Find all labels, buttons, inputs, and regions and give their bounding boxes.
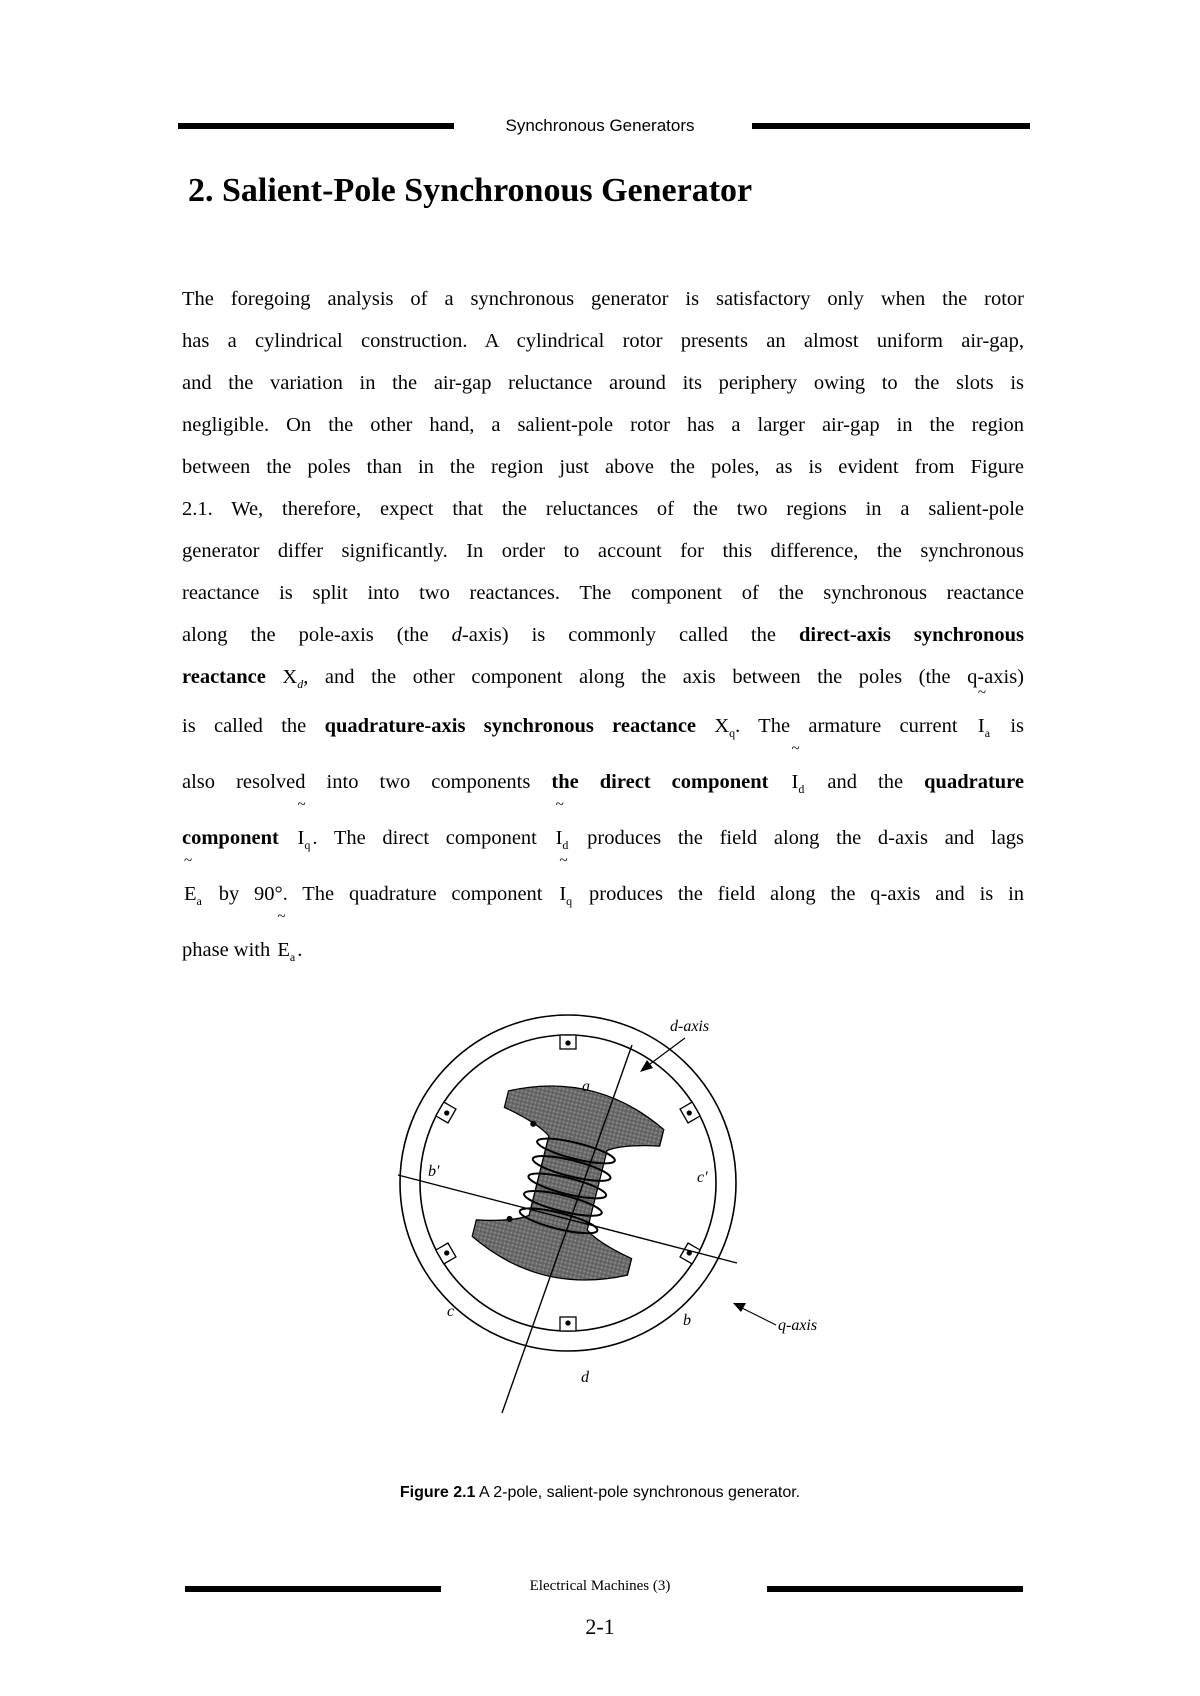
body-line: phase with ~ $E_a$. (182, 922, 1024, 978)
phasor-ea: ~ $E_a$ (277, 909, 296, 965)
phasor-ia: ~ $I_a$ (977, 685, 991, 741)
q-axis-arrowhead (733, 1303, 746, 1312)
term-direct-axis: direct-axis synchronous (798, 624, 1024, 646)
body-line: and the variation in the air-gap reluctance around its periphery owing to the slots is (182, 372, 1024, 394)
body-line: ~ $E_a$ by 90°. The quadrature component ~ $I_q$ produces the field along the q-axis and is in (182, 866, 1024, 922)
d-axis-leader (646, 1038, 685, 1067)
figure-caption (0, 1484, 1200, 1502)
generator-figure (380, 1005, 840, 1425)
caption-text: A 2-pole, salient-pole synchronous generator. (475, 1484, 801, 1501)
salient-pole-rotor (467, 1071, 668, 1294)
body-line: reactance $X_d$, and the other component along the axis between the poles (the q-axis) (182, 666, 1024, 692)
slot-d (560, 1317, 576, 1331)
phasor-iq: ~ $I_q$ (297, 797, 311, 853)
term-component: component (182, 827, 279, 849)
page-number: 2-1 (585, 1614, 615, 1639)
body-paragraph (182, 278, 1024, 978)
body-line: negligible. On the other hand, a salient-pole rotor has a larger air-gap in the region (182, 414, 1024, 436)
slot-c (436, 1243, 456, 1264)
body-line: reactance is split into two reactances. The component of the synchronous reactance (182, 582, 1024, 604)
label-c: c (447, 1303, 455, 1320)
body-line: is called the quadrature-axis synchronous reactance $X_q$. The armature current ~ $I_a$ is (182, 698, 1024, 754)
running-title: Synchronous Generators (505, 116, 695, 135)
term-quadrature: quadrature (924, 771, 1024, 793)
slot-c-prime (680, 1102, 700, 1123)
label-q-axis: q-axis (778, 1317, 818, 1334)
phasor-id: ~ $I_d$ (791, 741, 805, 797)
phasor-id: ~ $I_d$ (555, 797, 569, 853)
body-line: between the poles than in the region just above the poles, as is evident from Figure (182, 456, 1024, 478)
body-line: 2.1. We, therefore, expect that the reluctances of the two regions in a salient-pole (182, 498, 1024, 520)
slot-b (680, 1243, 700, 1264)
caption-label: Figure 2.1 (399, 1484, 476, 1501)
body-line: has a cylindrical construction. A cylindrical rotor presents an almost uniform air-gap, (182, 330, 1024, 352)
d-axis-arrowhead (640, 1060, 653, 1072)
d-symbol: d (451, 624, 462, 646)
q-axis-leader (740, 1307, 776, 1325)
body-line: generator differ significantly. In order to account for this difference, the synchronous (182, 540, 1024, 562)
label-d: d (581, 1369, 589, 1386)
body-line: along the pole-axis (the d-axis) is commonly called the direct-axis synchronous (182, 624, 1024, 646)
term-reactance: reactance (182, 666, 266, 688)
body-line: The foregoing analysis of a synchronous generator is satisfactory only when the rotor (182, 288, 1024, 310)
label-c-prime: c′ (697, 1169, 708, 1186)
body-line: also resolved into two components the direct component ~ $I_d$ and the quadrature (182, 754, 1024, 810)
slot-b-prime (436, 1102, 456, 1123)
term-quadrature-axis: quadrature-axis synchronous reactance (324, 715, 697, 737)
phasor-iq: ~ $I_q$ (559, 853, 573, 909)
term-direct-component: the direct component (551, 771, 769, 793)
xd-subscript: d (297, 677, 304, 692)
xq-subscript: q (729, 726, 736, 741)
slot-a (560, 1035, 576, 1049)
course-footer: Electrical Machines (3) (529, 1578, 671, 1594)
label-b-prime: b′ (428, 1163, 440, 1180)
label-a: a (582, 1078, 590, 1095)
phasor-ea: ~ $E_a$ (184, 853, 202, 909)
label-d-axis: d-axis (670, 1018, 710, 1035)
section-title: 2. Salient-Pole Synchronous Generator (188, 172, 753, 209)
body-line: component ~ $I_q$. The direct component ~ $I_d$ produces the field along the d-axis and lags (182, 810, 1024, 866)
label-b: b (683, 1312, 691, 1329)
